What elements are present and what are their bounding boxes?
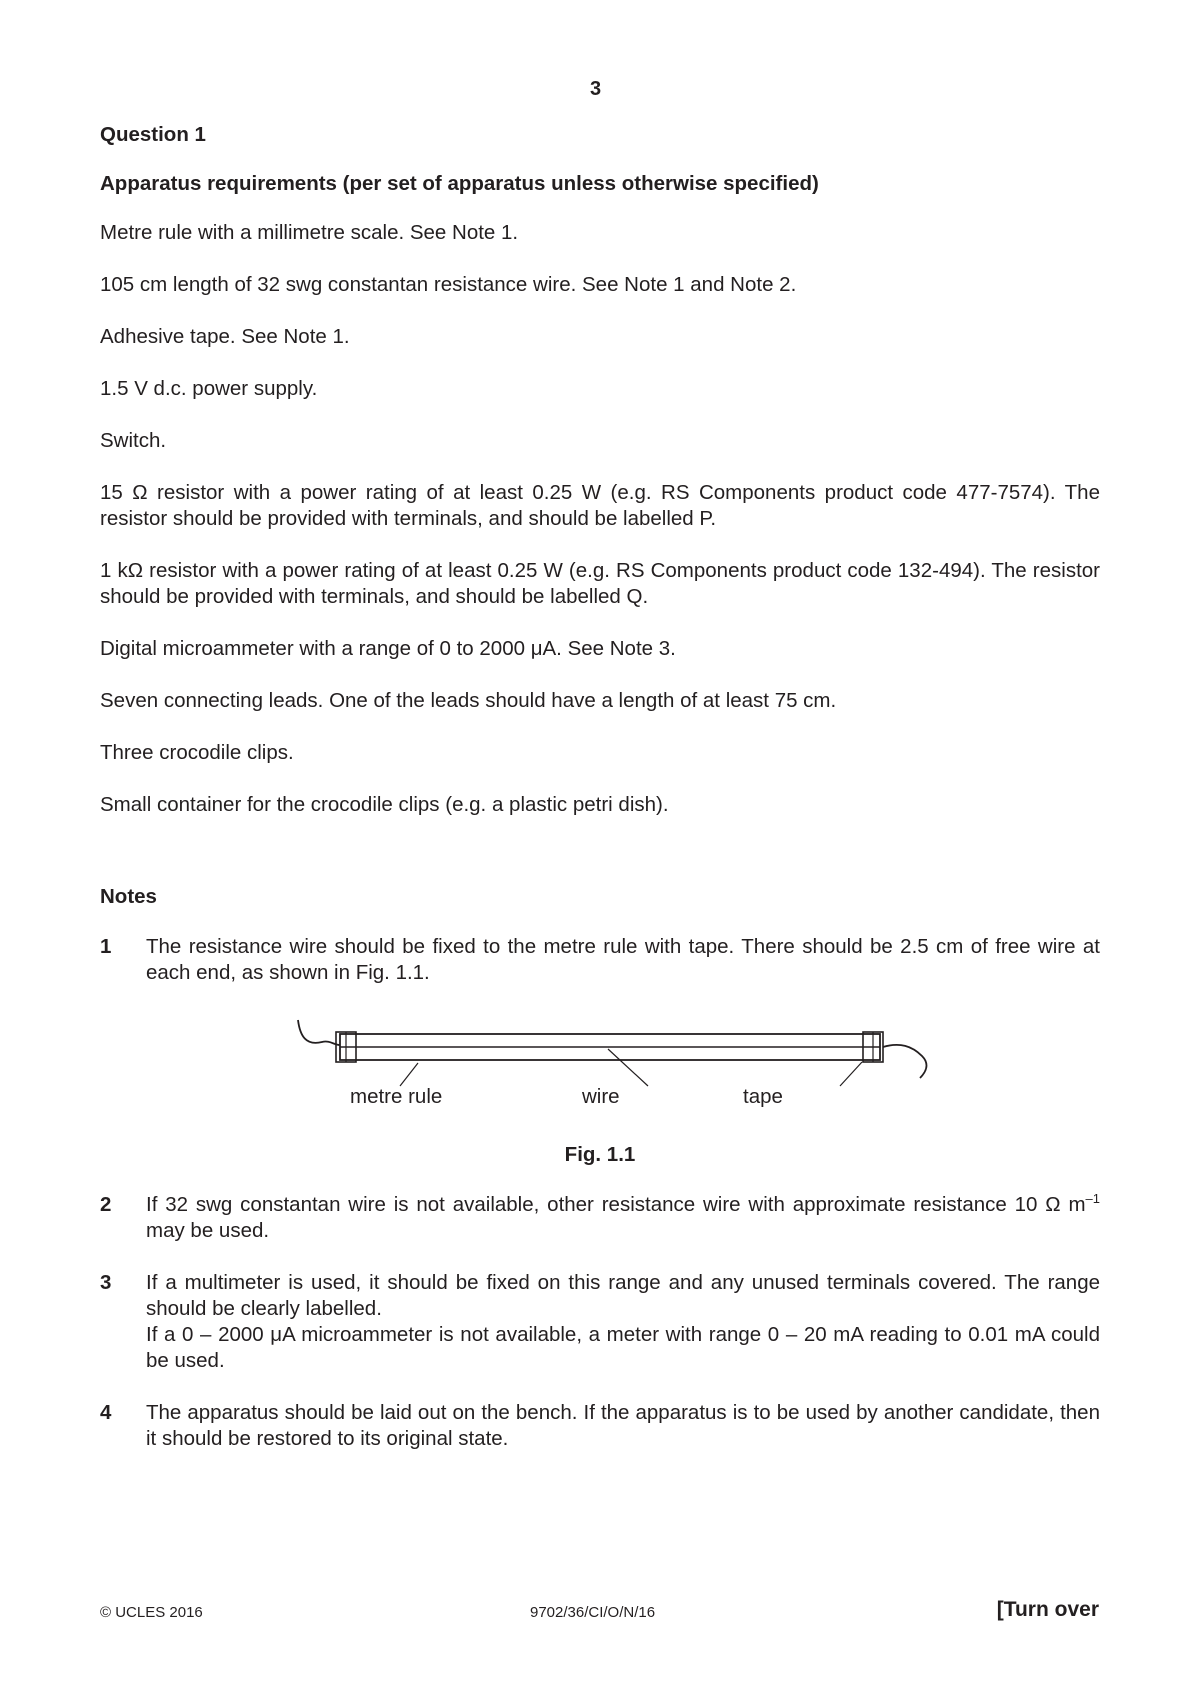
page-footer bbox=[100, 1598, 1099, 1628]
copyright: © UCLES 2016 bbox=[100, 1604, 203, 1621]
note-text-part: If 32 swg constantan wire is not available, other resistance wire with approximate resistance 10 Ω m bbox=[146, 1193, 1086, 1216]
notes-heading: Notes bbox=[100, 885, 157, 908]
note-4 bbox=[100, 1400, 1100, 1452]
note-line: If a multimeter is used, it should be fixed on this range and any unused terminals covered. The range should be clearly labelled. bbox=[146, 1271, 1100, 1320]
note-text bbox=[146, 1270, 1100, 1374]
apparatus-item: 15 Ω resistor with a power rating of at least 0.25 W (e.g. RS Components product code 477-7574). The resistor should be provided with terminals, and should be labelled P. bbox=[100, 481, 1100, 530]
note-line: If a 0 – 2000 μA microammeter is not available, a meter with range 0 – 20 mA reading to 0.01 mA could be used. bbox=[146, 1323, 1100, 1372]
metre-rule-diagram bbox=[100, 1012, 1100, 1132]
superscript: –1 bbox=[1085, 1191, 1100, 1207]
apparatus-item: 105 cm length of 32 swg constantan resistance wire. See Note 1 and Note 2. bbox=[100, 273, 797, 296]
note-1 bbox=[100, 934, 1100, 986]
note-text: The resistance wire should be fixed to the metre rule with tape. There should be 2.5 cm of free wire at each end, as shown in Fig. 1.1. bbox=[146, 935, 1100, 984]
question-title: Question 1 bbox=[100, 123, 206, 146]
note-text: The apparatus should be laid out on the bench. If the apparatus is to be used by another candidate, then it should be restored to its original state. bbox=[146, 1401, 1100, 1450]
note-number: 1 bbox=[100, 935, 112, 958]
note-number: 3 bbox=[100, 1271, 112, 1294]
note-text bbox=[146, 1192, 1100, 1244]
apparatus-item: 1 kΩ resistor with a power rating of at least 0.25 W (e.g. RS Components product code 132-494). The resistor should be provided with terminals, and should be labelled Q. bbox=[100, 559, 1100, 608]
page-number: 3 bbox=[589, 78, 602, 100]
apparatus-item: Digital microammeter with a range of 0 to 2000 μA. See Note 3. bbox=[100, 637, 676, 660]
figure-1-1 bbox=[100, 1012, 1100, 1132]
note-2 bbox=[100, 1192, 1100, 1244]
turn-over: [Turn over bbox=[996, 1598, 1099, 1621]
document-body bbox=[100, 122, 1100, 1478]
note-number: 2 bbox=[100, 1193, 112, 1216]
apparatus-item: Metre rule with a millimetre scale. See Note 1. bbox=[100, 221, 519, 244]
figure-caption: Fig. 1.1 bbox=[564, 1143, 636, 1166]
note-text-part: may be used. bbox=[146, 1219, 270, 1242]
document-code: 9702/36/CI/O/N/16 bbox=[530, 1604, 656, 1621]
apparatus-heading: Apparatus requirements (per set of apparatus unless otherwise specified) bbox=[100, 172, 819, 195]
note-3 bbox=[100, 1270, 1100, 1374]
apparatus-item: Seven connecting leads. One of the leads should have a length of at least 75 cm. bbox=[100, 689, 837, 712]
apparatus-item: Switch. bbox=[100, 429, 167, 452]
wire-label: wire bbox=[582, 1085, 620, 1108]
metre-rule-label: metre rule bbox=[350, 1085, 443, 1108]
tape-label: tape bbox=[743, 1085, 783, 1108]
apparatus-item: Adhesive tape. See Note 1. bbox=[100, 325, 350, 348]
apparatus-item: Small container for the crocodile clips (e.g. a plastic petri dish). bbox=[100, 793, 669, 816]
apparatus-item: 1.5 V d.c. power supply. bbox=[100, 377, 318, 400]
apparatus-item: Three crocodile clips. bbox=[100, 741, 294, 764]
note-number: 4 bbox=[100, 1401, 112, 1424]
